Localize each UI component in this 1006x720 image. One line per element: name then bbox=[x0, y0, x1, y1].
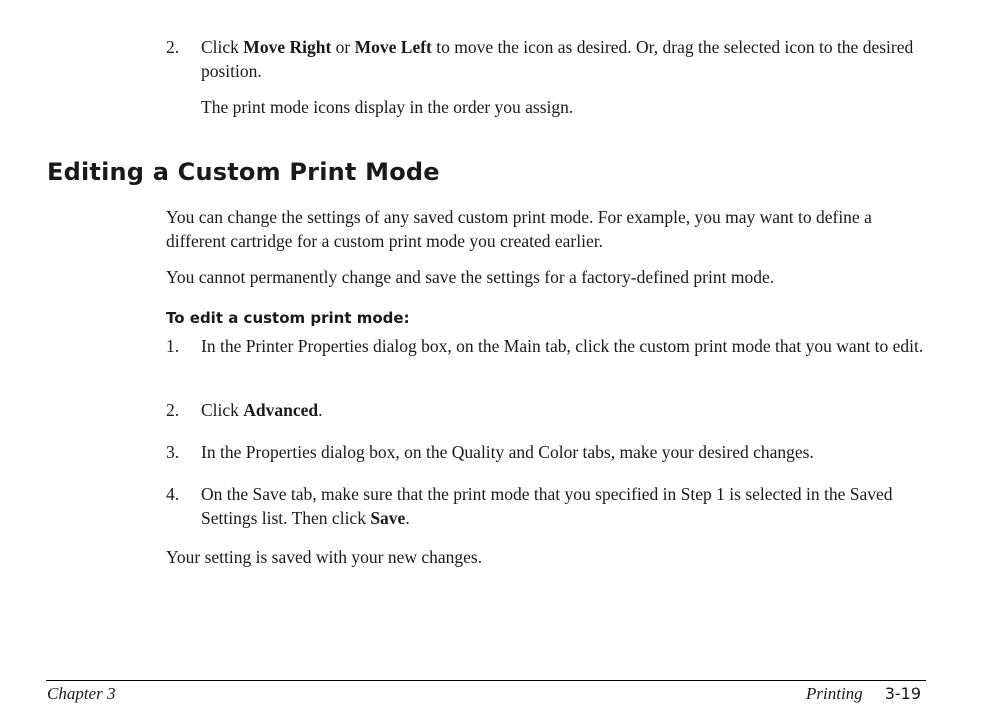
step-text: In the Printer Properties dialog box, on the Main tab, click the custom print mode that you want to edit. bbox=[201, 336, 924, 356]
procedure-step-1 bbox=[166, 334, 936, 358]
step-number: 2. bbox=[166, 37, 180, 57]
footer-chapter: Chapter 3 bbox=[47, 684, 116, 703]
step-number: 1. bbox=[166, 336, 180, 356]
section-paragraph-2: You cannot permanently change and save the settings for a factory-defined print mode. bbox=[166, 267, 775, 287]
page-number: 3-19 bbox=[884, 684, 921, 703]
step-number: 2. bbox=[166, 400, 180, 420]
advanced-label: Advanced bbox=[243, 400, 319, 420]
section-paragraph-1: You can change the settings of any saved custom print mode. For example, you may want to define a different cartridge for a custom print mode you created earlier. bbox=[166, 207, 872, 251]
step-number: 3. bbox=[166, 442, 180, 462]
footer-section: Printing bbox=[806, 684, 863, 703]
procedure-step-2 bbox=[166, 398, 936, 422]
footer-right bbox=[806, 684, 921, 704]
step-text: Click Move Right or Move Left to move the icon as desired. Or, drag the selected icon to the desired position. bbox=[201, 37, 914, 81]
result-text: Your setting is saved with your new changes. bbox=[166, 547, 483, 567]
footer-rule bbox=[46, 680, 926, 681]
section-title: Editing a Custom Print Mode bbox=[47, 158, 440, 186]
procedure-step-4 bbox=[166, 482, 936, 530]
step-text: In the Properties dialog box, on the Quality and Color tabs, make your desired changes. bbox=[201, 442, 814, 462]
procedure-step-3 bbox=[166, 440, 936, 464]
intro-step-2 bbox=[166, 35, 936, 83]
procedure-title: To edit a custom print mode: bbox=[166, 309, 410, 327]
move-left-label: Move Left bbox=[354, 37, 432, 57]
move-right-label: Move Right bbox=[243, 37, 332, 57]
step-text: On the Save tab, make sure that the print mode that you specified in Step 1 is selected in the Saved Settings list. Then click Save. bbox=[201, 484, 893, 528]
save-label: Save bbox=[370, 508, 406, 528]
step-number: 4. bbox=[166, 484, 180, 504]
intro-note: The print mode icons display in the order you assign. bbox=[201, 97, 574, 117]
step-text: Click Advanced. bbox=[201, 400, 323, 420]
